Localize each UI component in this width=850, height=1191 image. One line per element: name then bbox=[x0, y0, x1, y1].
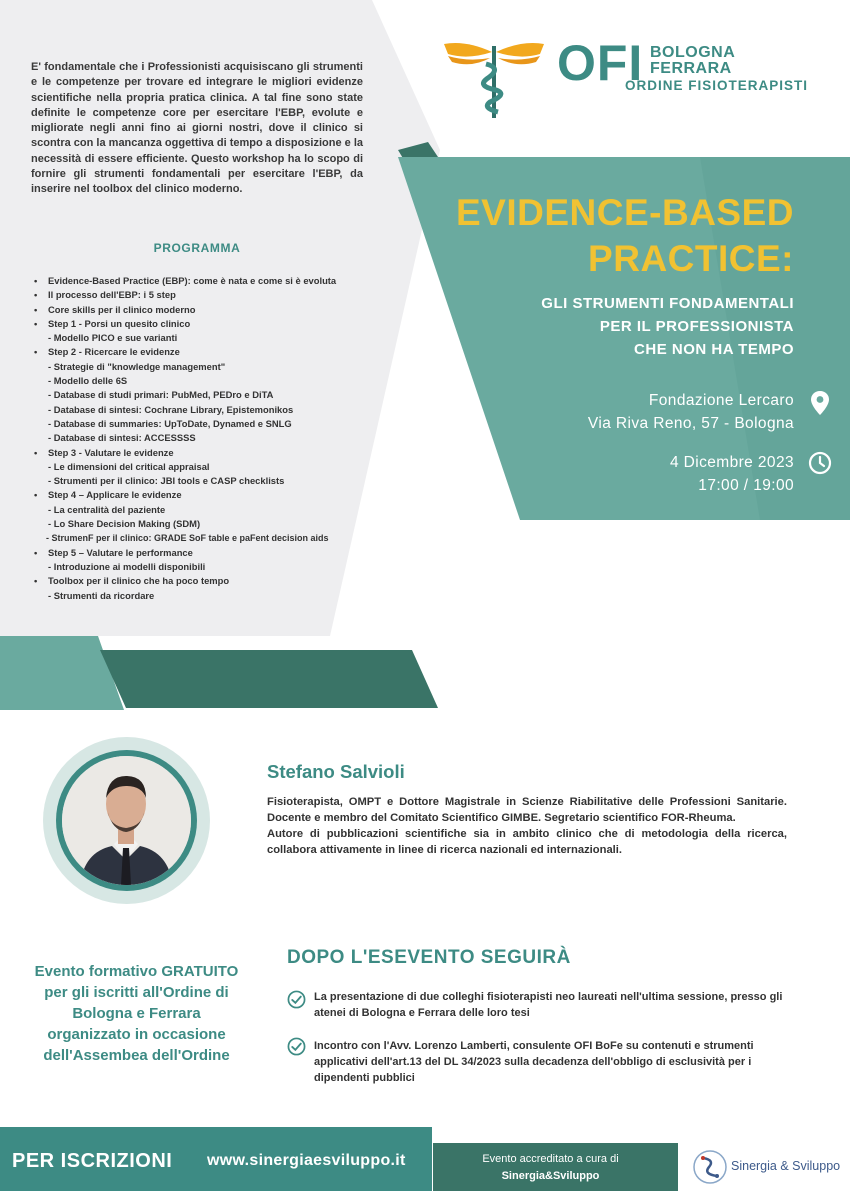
footer-accredited-band bbox=[433, 1143, 678, 1191]
speaker-bio bbox=[267, 794, 787, 858]
accredited-line-2: Sinergia&Sviluppo bbox=[501, 1170, 600, 1182]
avatar bbox=[62, 756, 191, 885]
teal-band-1 bbox=[0, 636, 124, 710]
free-line-4: organizzato in occasione bbox=[47, 1026, 226, 1043]
speaker-bio-1: Fisioterapista, OMPT e Dottore Magistrale in Scienze Riabilitative delle Professioni Sanitarie. Docente e membro del Comitato Scientifico GIMBE. Segretario scientifico FOR-Rheuma. bbox=[267, 796, 787, 824]
logo-bologna: BOLOGNA bbox=[650, 44, 736, 61]
programma-list bbox=[31, 274, 376, 603]
after-item-2: Incontro con l'Avv. Lorenzo Lamberti, consulente OFI BoFe su contenuti e strumenti applicativi dell'art.13 del DL 34/2023 sulla decadenza dell'obbligo di esclusività per i dipendenti pubblici bbox=[314, 1040, 754, 1084]
list-subitem: - Lo Share Decision Making (SDM) bbox=[48, 518, 201, 530]
list-subitem: - La centralità del paziente bbox=[48, 503, 166, 515]
check-circle-icon bbox=[287, 990, 306, 1009]
speaker-name: Stefano Salvioli bbox=[267, 761, 405, 782]
list-subitem: - Introduzione ai modelli disponibili bbox=[48, 560, 206, 572]
speaker-portrait-icon bbox=[62, 756, 191, 885]
list-item: • Il processo dell'EBP: i 5 step bbox=[31, 288, 376, 302]
title-line-2: PRACTICE: bbox=[588, 238, 794, 279]
event-date: 4 Dicembre 2023 bbox=[669, 454, 794, 471]
intro-paragraph: E' fondamentale che i Professionisti acquisiscano gli strumenti e le competenze per trovare ed integrare le migliori evidenze scientifiche nella propria pratica clinica. A tal fine sono state definite le competenze core per esercitare l'EBP, evolute e migliorate negli anni fino ai giorni nostri, dove il clinico si scontra con la mancanza oggettiva di tempo a disposizione e la necessità di essere efficiente. Questo workshop ha lo scopo di fornire gli strumenti fondamentali per esercitare l'EBP, da inserire nel toolbox del clinico moderno. bbox=[31, 61, 363, 196]
caduceus-logo-icon bbox=[440, 38, 548, 120]
list-subitem: - Modello delle 6S bbox=[48, 375, 128, 387]
event-time: 17:00 / 19:00 bbox=[698, 477, 794, 494]
list-subitem: - Strategie di "knowledge management" bbox=[48, 360, 226, 372]
list-item: • Step 4 – Applicare le evidenze bbox=[31, 488, 376, 502]
list-subitem: - Database di sintesi: Cochrane Library, Epistemonikos bbox=[48, 403, 294, 415]
sinergia-logo-icon bbox=[691, 1148, 729, 1186]
free-line-5: dell'Assembea dell'Ordine bbox=[43, 1047, 230, 1064]
title-line-1: EVIDENCE-BASED bbox=[456, 192, 794, 233]
list-item: • Evidence-Based Practice (EBP): come è nata e come si è evoluta bbox=[31, 274, 376, 288]
event-subtitle bbox=[541, 292, 794, 361]
venue: Fondazione Lercaro bbox=[648, 392, 794, 409]
list-subitem: - Database di summaries: UpToDate, Dynamed e SNLG bbox=[48, 417, 292, 429]
list-subitem: - Le dimensioni del critical appraisal bbox=[48, 460, 210, 472]
subtitle-line-3: CHE NON HA TEMPO bbox=[634, 341, 794, 358]
list-item: • Step 3 - Valutare le evidenze bbox=[31, 446, 376, 460]
subtitle-line-1: GLI STRUMENTI FONDAMENTALI bbox=[541, 295, 794, 312]
event-title bbox=[456, 190, 794, 282]
check-circle-icon bbox=[287, 1037, 306, 1056]
list-item: • Step 1 - Porsi un quesito clinico bbox=[31, 317, 376, 331]
free-line-2: per gli iscritti all'Ordine di bbox=[44, 984, 229, 1001]
logo-ordine: ORDINE FISIOTERAPISTI bbox=[625, 78, 809, 93]
free-line-1: Evento formativo GRATUITO bbox=[34, 963, 239, 980]
list-item: • Step 2 - Ricercare le evidenze bbox=[31, 345, 376, 359]
partner-name: Sinergia & Sviluppo bbox=[731, 1159, 841, 1173]
list-subitem: - Database di studi primari: PubMed, PEDro e DiTA bbox=[48, 389, 274, 401]
event-datetime bbox=[670, 451, 794, 497]
list-item: • Core skills per il clinico moderno bbox=[31, 303, 376, 317]
website-link[interactable]: www.sinergiaesviluppo.it bbox=[207, 1152, 406, 1169]
accredited-line-1: Evento accreditato a cura di bbox=[482, 1153, 619, 1165]
logo-ferrara: FERRARA bbox=[650, 60, 732, 77]
list-item: • Step 5 – Valutare le performance bbox=[31, 546, 376, 560]
teal-band-2 bbox=[100, 650, 438, 708]
list-item: • Toolbox per il clinico che ha poco tempo bbox=[31, 574, 376, 588]
free-line-3: Bologna e Ferrara bbox=[72, 1005, 201, 1022]
list-subitem: - Strumenti per il clinico: JBI tools e CASP checklists bbox=[48, 475, 285, 487]
address: Via Riva Reno, 57 - Bologna bbox=[587, 415, 794, 432]
free-event-note bbox=[14, 961, 259, 1066]
event-place bbox=[588, 389, 794, 435]
after-item-1: La presentazione di due colleghi fisioterapisti neo laureati nell'ultima sessione, presso gli atenei di Bologna e Ferrara delle loro tesi bbox=[314, 991, 783, 1019]
list-subitem: - Modello PICO e sue varianti bbox=[48, 332, 178, 344]
list-subitem: - StrumenF per il clinico: GRADE SoF table e paFent decision aids bbox=[46, 533, 329, 544]
per-iscrizioni-label: PER ISCRIZIONI bbox=[12, 1150, 173, 1172]
subtitle-line-2: PER IL PROFESSIONISTA bbox=[599, 318, 794, 335]
programma-title: PROGRAMMA bbox=[153, 241, 241, 255]
list-subitem: - Strumenti da ricordare bbox=[48, 589, 155, 601]
location-pin-icon bbox=[810, 390, 830, 416]
logo-ofi: OFI bbox=[557, 35, 644, 91]
list-subitem: - Database di sintesi: ACCESSSS bbox=[48, 432, 196, 444]
after-event-title: DOPO L'ESEVENTO SEGUIRÀ bbox=[287, 947, 571, 968]
clock-icon bbox=[808, 451, 832, 475]
speaker-bio-2: Autore di pubblicazioni scientifiche sia in ambito clinico che di metodologia della ricerca, collabora attivamente in linee di ricerca nazionali ed internazionali. bbox=[267, 828, 787, 856]
